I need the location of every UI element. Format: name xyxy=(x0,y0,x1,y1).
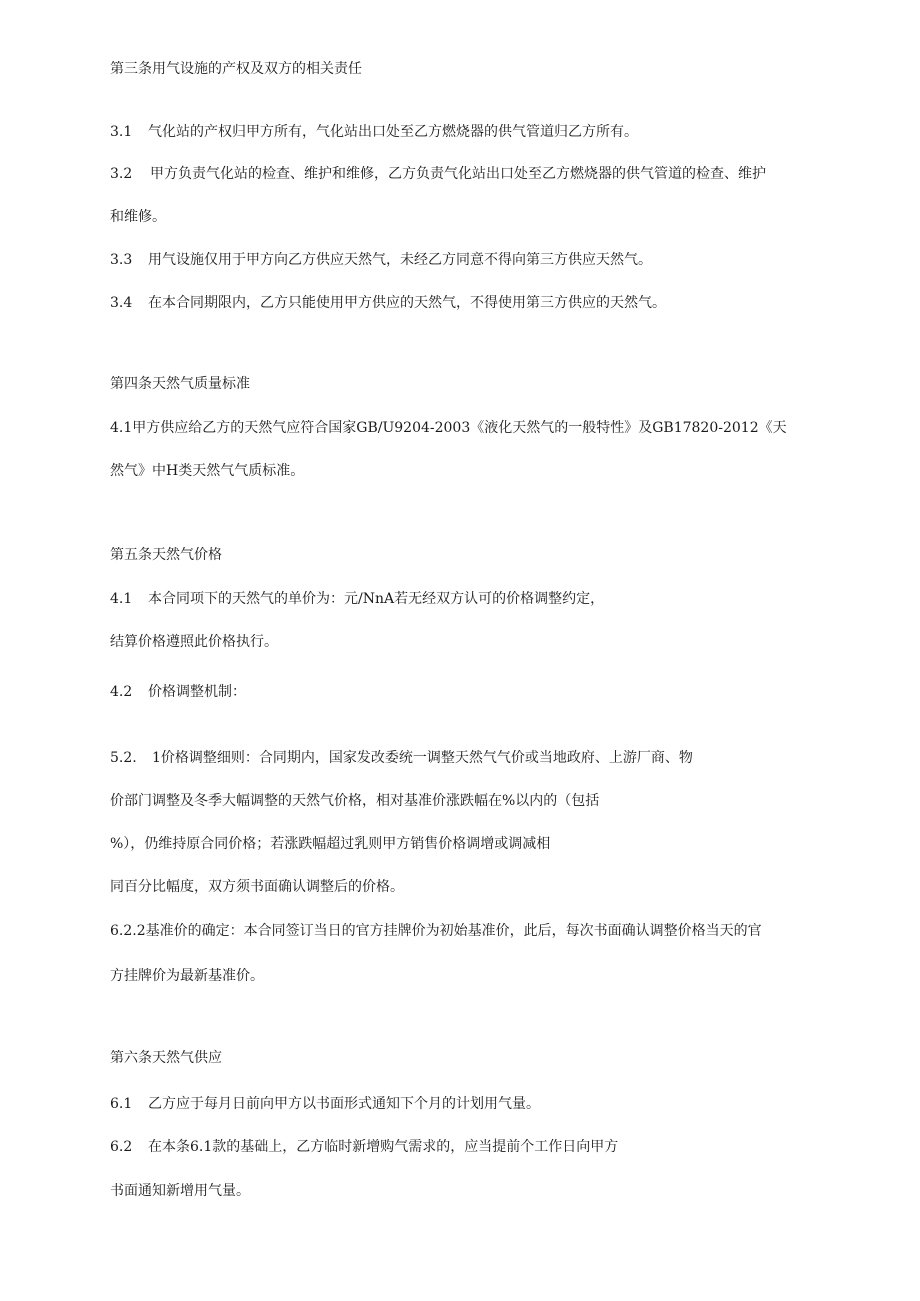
section-heading: 第三条用气设施的产权及双方的相关责任 xyxy=(110,61,362,77)
clause-6-2-2 xyxy=(110,921,762,941)
clause-3-2-continued xyxy=(110,207,166,227)
clause-number: 5.2. xyxy=(110,750,137,766)
clause-text: 本合同项下的天然气的单价为：元/NnA若无经双方认可的价格调整约定， xyxy=(148,591,605,607)
clause-text: 乙方应于每月日前向甲方以书面形式通知下个月的计划用气量。 xyxy=(148,1096,540,1112)
clause-text: 价格调整机制： xyxy=(148,684,246,700)
clause-5-price xyxy=(110,589,604,609)
clause-3-2 xyxy=(110,164,766,184)
clause-text: 在本条6.1款的基础上，乙方临时新增购气需求的，应当提前个工作日向甲方 xyxy=(148,1139,619,1155)
clause-text: 然气》中H类天然气气质标准。 xyxy=(110,463,305,479)
clause-5-2-1-continued xyxy=(110,877,404,897)
clause-text: 用气设施仅用于甲方向乙方供应天然气，未经乙方同意不得向第三方供应天然气。 xyxy=(148,252,652,268)
clause-text: 气化站的产权归甲方所有，气化站出口处至乙方燃烧器的供气管道归乙方所有。 xyxy=(148,124,638,140)
clause-number: 6.1 xyxy=(110,1096,133,1112)
section-heading: 第六条天然气供应 xyxy=(110,1050,222,1066)
section-heading: 第五条天然气价格 xyxy=(110,547,222,563)
clause-6-2 xyxy=(110,1137,618,1157)
clause-3-3 xyxy=(110,250,652,270)
section-heading: 第四条天然气质量标准 xyxy=(110,376,250,392)
clause-3-4 xyxy=(110,293,666,313)
clause-number: 3.4 xyxy=(110,295,133,311)
clause-number: 3.2 xyxy=(110,166,133,182)
clause-text: 6.2.2基准价的确定：本合同签订当日的官方挂牌价为初始基准价，此后，每次书面确认调整价格当天的官 xyxy=(110,923,762,939)
clause-5-2-1 xyxy=(110,748,693,768)
clause-number: 6.2 xyxy=(110,1139,133,1155)
clause-number: 3.1 xyxy=(110,124,133,140)
clause-text: 方挂牌价为最新基准价。 xyxy=(110,968,264,984)
clause-text: 在本合同期限内，乙方只能使用甲方供应的天然气，不得使用第三方供应的天然气。 xyxy=(148,295,666,311)
clause-5-adjust xyxy=(110,682,246,702)
clause-text: 1价格调整细则：合同期内，国家发改委统一调整天然气气价或当地政府、上游厂商、物 xyxy=(152,750,693,766)
clause-5-price-continued xyxy=(110,632,278,652)
clause-5-2-1-continued xyxy=(110,834,550,854)
clause-text: 书面通知新增用气量。 xyxy=(110,1183,250,1199)
clause-5-2-1-continued xyxy=(110,791,599,811)
clause-3-1 xyxy=(110,122,638,142)
clause-4-1-continued xyxy=(110,461,304,481)
clause-text: 甲方负责气化站的检查、维护和维修，乙方负责气化站出口处至乙方燃烧器的供气管道的检查、维护 xyxy=(150,166,766,182)
clause-text: 结算价格遵照此价格执行。 xyxy=(110,634,278,650)
clause-number: 4.2 xyxy=(110,684,133,700)
clause-text: 同百分比幅度，双方须书面确认调整后的价格。 xyxy=(110,879,404,895)
clause-4-1 xyxy=(110,418,787,438)
clause-6-1 xyxy=(110,1094,540,1114)
clause-number: 3.3 xyxy=(110,252,133,268)
clause-text: 4.1甲方供应给乙方的天然气应符合国家GB/U9204-2003《液化天然气的一般特性》及GB17820-2012《天 xyxy=(110,420,787,436)
clause-6-2-2-continued xyxy=(110,966,264,986)
clause-text: 和维修。 xyxy=(110,209,166,225)
clause-text: %），仍维持原合同价格；若涨跌幅超过乳则甲方销售价格调增或调减相 xyxy=(110,836,551,852)
clause-6-2-continued xyxy=(110,1181,250,1201)
clause-number: 4.1 xyxy=(110,591,133,607)
clause-text: 价部门调整及冬季大幅调整的天然气价格，相对基准价涨跌幅在%以内的（包括 xyxy=(110,793,600,809)
